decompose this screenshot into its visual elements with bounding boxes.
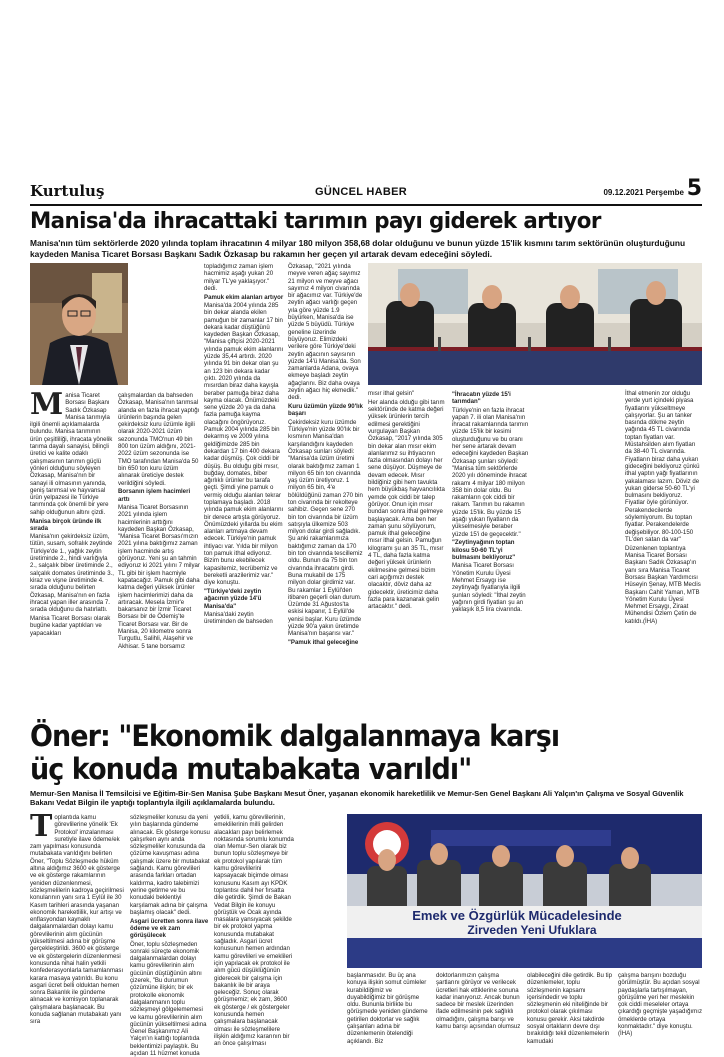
article2-headline-line1: Öner: "Ekonomik dalgalanmaya karşı [30, 719, 560, 753]
article2-col4-para1: başlanmasıdır. Bu üç ana konuya ilişkin somut cümleler kurabildiğimiz ve duyabildiğimiz bir görüşme oldu. Bununla birlikte bu görüşmede yeniden gündeme getirilen doktorlar ve sağlık çalışanları adına bir düzenlemenin ötelendiği açıklandı. Biz [347, 972, 428, 1045]
article1-subheading: "İhracatın yüzde 15'i tarımdan" [452, 391, 511, 406]
article2-col7-para1: çalışma barışını bozduğu görülmüştür. Bu açıdan sosyal paydaşlarla tartışılmayan, görüşülme yeri her meslekin çok ciddi meseleler ortaya çıkardığı geçmişte yaşadığımız örneklerde ortaya konmaktadır." diye konuştu. (İHA) [618, 972, 702, 1038]
article2-col3-para1: yetkili, kamu görevlilerinin, emeklilerinin milli gelirden alacakları payı belirlemek noktasında sorumlu konumda olan Memur-Sen olarak biz bunun toplu sözleşmeye bir ek protokol yapılarak tüm kamu görevlilerini kapsayacak biçimde olması konusunu Kasım ayı KPDK toplantısı dahil her fırsatta dile getirdik. Şimdi de Bakan Vedat Bilgin ile konuyu görüştük ve Ocak ayında masalara yansıyacak şekilde bir ek protokol yapma konusunda mutabakat sağladık. Asgari ücret konusunun hemen ardından kamu görevlileri ve emeklileri için yapılacak ek protokol ile alım gücü düşüklüğünün giderecek bir çalışma için bakanlık ile bir araya geleceğiz. Sonuç olarak görüşmemiz; ek zam, 3600 ek gösterge / ek göstergeler konusunda hemen çalışmalara başlanacak olması ile sözleşmelilere ilişkin aldığımız kararının bir an önce çalışılması [214, 814, 294, 1048]
article2-col5-para1: doktorlarımızın çalışma şartlarını görüyor ve verilecek ücretleri hak ettiklerine sonuna kadar inanıyoruz. Ancak bunun sadece bir meslek üzerinden ifade edilmesinin pek sağlıklı olmadığını, çalışma barışı ve kamu barışı açısından olumsuz [436, 972, 521, 1031]
article1-subheading: Pamuk ekim alanları artıyor [204, 293, 284, 301]
page-number: 5 [686, 176, 702, 201]
article2-col2-para1: sözleşmeliler konusu da yeni yılın başlarında gündeme alınacak. Ek gösterge konusu çalışırken aynı anda sözleşmeliler konusunda da çözüme kavuşması adına çalışmak üzere bir mutabakat sağlandı. Kamu görevlileri arasında farkları ortadan kaldırma, kadro talebimizi yerine getirme ve bu konudaki beklentiyi karşılamak adına bir çalışma başlamış olacak" dedi. [130, 814, 210, 916]
article1-column-5 [368, 390, 445, 717]
article1-col3-para3: Manisa'daki zeytin üretiminden de bahseden [204, 610, 273, 626]
issue-date: 09.12.2021 Perşembe [603, 188, 684, 197]
article2-column-5 [436, 972, 522, 1031]
article2-lead: Memur-Sen Manisa İl Temsilcisi ve Eğitim-Bir-Sen Manisa Şube Başkanı Mesut Öner, yaşanan ekonomik hareketlilik ve Memur-Sen Genel Başkanı Ali Yalçın'ın Çalışma ve Sosyal Güvenlik Bakanı Vedat Bilgin ile yaptığı toplantıyla ilgili açıklamalarda bulundu. [30, 789, 684, 808]
article1-col6-para1: Türkiye'nin en fazla ihracat yapan 7. ili olan Manisa'nın ihracat rakamlarında tarımın yüzde 15'lik bir kesimi oluşturduğunu ve bu oranı her sene artarak devam edeceğini kaydeden Başkan Özkasap şunları söyledi: "Manisa tüm sektörlerde 2020 yılı döneminde ihracat rakamı 4 milyar 180 milyon 358 bin dolar oldu. Bu rakamların çok ciddi bir rakam. Tarımın bu rakamın yüzde 15'lik. Bu yüzde 15 aşağı yukarı fiyatların da yükselmesiyle beraber yüzde 15'i de geçecektir." [452, 406, 529, 538]
article1-col7-para1: İthal etmenin zor olduğu yerde yurt içindeki piyasa fiyatlarını yükseltmeye çalışıyorlar. Şu an tanker basında dökme zeytin yağında 45 TL civarında toptan fiyatları var. Müstahsilden alım fiyatları da 38-40 TL civarında. Fiyatların biraz daha yukarı gideceğini bekliyoruz çünkü ithal yaptın yağı fiyatlarının yakalaması lazım. Döviz de yukarı giderse 50-60 TL'yi bulmasını bekliyoruz. Fiyatlar öyle görünüyor. Perakendecilerde söylemiyorum. Bu toptan fiyatlar. Perakendelerde değişebiliyor. 80-100-150 TL'den satan da var" [625, 390, 700, 543]
article2-headline [30, 720, 655, 786]
article2-headline-line2: üç konuda mutabakata varıldı" [30, 752, 472, 786]
article1-subheading: Manisa birçok üründe ilk sırada [30, 517, 102, 532]
article1-col6-para2: Manisa Ticaret Borsası Yönetim Kurulu Üyesi Mehmet Ersaygı ise zeytinyağı fiyatlarıyla ilgili şunları söyledi: "İthal zeytin yağının girdi fiyatları şu an yaklaşık 8,5 lira civarında. [452, 562, 526, 614]
article1-col5-para2: Her alanda olduğu gibi tarım sektöründe de katma değeri yüksek ürünlerin tercih edilmesi gerektiğini vurgulayan Başkan Özkasap, "2017 yılında 305 bin dekar alan mısır ekim alanlarımız su ihtiyacının fazla olmasından dolayı her sene düşüyor. Düşmeye de devam edecek. Mısır bildiğiniz gibi hem tavukta hem büyükbaş hayvancılıkta yemde çok ciddi bir talep görüyor. Onun için mısır bundan sonra ithal gelmeye başlayacak. Ama ben her zaman şunu söylüyorum, pamuk ithal geleceğine mısır ithal gelsin. Pamuğun kilogramı şu an 35 TL, mısır 4 TL, daha fazla katma değeri yüksek ürünlerin ekilmesine gelmesi bizim cari açığımızı destek olacaktır, döviz daha az gidecektir, üreticimiz daha fazla para kazanarak gelirı artacaktır." dedi. [368, 398, 445, 611]
article2-dropcap: T [30, 809, 53, 844]
article1-headline: Manisa'da ihracattaki tarımın payı giderek artıyor [30, 209, 601, 234]
article1-subheading: Borsanın işlem hacimleri arttı [118, 488, 191, 503]
article1-subheading: "Türkiye'deki zeytin ağacının yüzde 14'ü Manisa'da" [204, 588, 262, 610]
article1-col1-para3: Manisa Ticaret Borsası olarak bugüne kadar yaptıkları ve yapacakları [30, 614, 111, 637]
article2-column-1 [30, 809, 126, 1026]
article1-lead: Manisa'nın tüm sektörlerde 2020 yılında toplam ihracatının 4 milyar 180 milyon 358,68 dolar olduğunu ve bunun yüzde 15'lik kısmını tarım sektörünün oluşturduğunu kaydeden Manisa Ticaret Borsası Başkanı Sadık Özkasap bu rakamın her geçen yıl artarak devam edeceğini söyledi. [30, 238, 686, 259]
article1-column-1 [30, 387, 114, 717]
article2-meeting-photo [347, 814, 702, 968]
article2-column-2 [130, 814, 210, 1057]
article2-col1-para1: Toplantıda kamu görevlilerine yönelik 'Ek Protokol' imzalanması suretiyle ilave ödeme/ek zam yapılması konusunda mutabakata varıldığını belirten Öner, "Toplu Sözleşmede hüküm altına aldığımız 3600 ek gösterge ve ek gösterge rakamlarının yeniden düzenlenmesi, sözleşmelilerin kadroya geçirilmesi konularının yanı sıra 1 Eylül ile 30 Kasım tarihleri arasında yaşanan ekonomik hareketlilik, kur artışı ve enflasyondan kaynaklı dalgalanmalardan dolayı kamu görevlilerinin alım gücünün yükseltilmesi adına bir görüşme gerçekleştirildi. 3600 ek gösterge ve ek göstergelerin düzenlenmesi konusunda nihai halin yetkili konfederasyonlarla tamamlanması karara masaya yatırıldı. Bu konu asgari ücret belli olduktan hemen sonra Bakanlık ile gündeme alınacak ve komisyon toplanarak çalışmalara başlanacak. Bu konuda sağlanan mutabakatı yanı sıra [30, 809, 124, 1026]
article1-column-2 [118, 392, 200, 717]
article1-subheading: "Zeytinyağının toptan kilosu 50-60 TL'yi bulmasını bekliyoruz" [452, 539, 516, 562]
blank-top-area [0, 0, 724, 180]
article2-column-7 [618, 972, 702, 1038]
page-header [30, 176, 702, 206]
article2-col6-para1: olabileceğini dile getirdik. Bu tip düzenlemeler, toplu sözleşmenin kapsamı içerisindedir ve toplu sözleşmenin eki niteliğinde bir protokol olarak çıkılması konusu gerekir. Aksi takdirde sosyal ortakların devre dışı bırakıldığı tekil düzenlemelerin kamudaki [527, 972, 613, 1045]
article1-portrait-photo [30, 263, 128, 385]
banner-line2: Zirveden Yeni Ufuklara [467, 923, 597, 937]
article2-column-4 [347, 972, 431, 1045]
article1-column-3 [204, 263, 284, 717]
article1-col4-para2: Çekirdeksiz kuru üzümde Türkiye'nin yüzde 90'lık bir kısmının Manisa'dan karşılandığını kaydeden Özkasap sunları söyledi: "Manisa'da üzüm üretimi olarak baktığımız zaman 1 milyon 65 bin ton civarında yaş üzüm üretiyoruz. 1 milyon 65 bin, 4'e bölüldüğünü zaman 270 bin ton civarında bir rekolteye sahibiz. Geçen sene 270 bin ton civarında bir üzüm satışıyla ülkemize 503 milyon dolar girdi sağladık. Şu anki rakamlarımıza baktığımız zaman da 170 bin ton civarında tescillemiz oldu. Bunun da 75 bin ton civarında ihracatını girdi. Buna mukabil de 175 milyon dolar girdimiz var. Bu rakamlar 1 Eylül'den itibaren geçerli olan durum. Üzümde 31 Ağustos'ta eskisi kapanır, 1 Eylül'de yenisi başlar. Kuru üzümde yüzde 90'a yakın üretimde Manisa'nın başarısı var." [288, 418, 363, 638]
article1-col3-para2: Manisa'da 2004 yılında 285 bin dekar alanda ekilen pamuğun bir zamanlar 17 bin dekara kadar düştüğünü kaydeden Başkan Özkasap, "Manisa çiftçisi 2020-2021 yılında pamuk ekim alanlarını yüzde 35,44 artırdı. 2020 yılında 91 bin dekar olan şu an 123 bin dekara kadar çıktı. 2020 yılında da mısırdan biraz daha kayışla beraber pamuğa biraz daha kayma olacak. Önümüzdeki sene yüzde 20 ya da daha fazla pamuğa kayma olacağını öngörüyoruz. Pamuk 2004 yılında 285 bin dekarmış ve 2009 yılına geldiğimizde 285 bin dekardan 17 bin 400 dekara kadar düşmüş. Çok ciddi bir düşüş. Bu olduğu gibi mısır, buğday, domates, biber ağırlıklı ürünler bu tarafa geçti. Şimdi yine pamuk o vermiş olduğu alanları tekrar toplamaya başladı. 2018 yılında pamuk ekim alanlarını bir derece artışta görüyoruz. Önümüzdeki yıllarda bu ekim alanları artmaya devam edecek. Türkiye'nin pamuk ihtiyacı var. Yılda bir milyon ton pamuk ithal ediyoruz. Bizim bunu ekebilecek kapasitemiz, tecrübemiz ve bereketli arazilerimiz var." diye konuştu. [204, 301, 284, 587]
article2-column-6 [527, 972, 613, 1045]
banner-line1: Emek ve Özgürlük Mücadelesinde [412, 908, 622, 923]
article1-col1-para1: Manisa Ticaret Borsası Başkanı Sadık Özkasap Manisa tarımıyla ilgili önemli açıklamalarda bulundu. Manisa tarımının ürün çeşitliliği, ihracata yönelik tarıma dayalı sanayisi, bilinçli üretici ve kalite odaklı çalışmasının tarımın güçlü yönleri olduğunu söyleyen Özkasap, Manisa'nın bir sanayi ili olmasının yanında, geniş tarımsal ve hayvansal ürün yelpazesi ile Türkiye tarımında çok önemli bir yere sahip olduğunun altını çizdi. [30, 387, 113, 516]
article1-meeting-photo [368, 263, 702, 385]
section-name: GÜNCEL HABER [315, 186, 408, 198]
article1-col1-para2: Manisa'nın çekirdeksiz üzüm, tütün, susam, sofralık zeytinde Türkiye'de 1., yağlık zeytin üretiminde 2., hindi varlığıyla 2., salçalık biber üretiminde 2., salçalık domates üretiminde 3., kiraz ve vişne üretiminde 4. sırada olduğunu belirten Özkasap, Manisa'nın en fazla ihracat yapan iller arasında 7. sırada olduğunu da hatırlattı. [30, 533, 114, 614]
article1-col4-para1: Özkasap, "2021 yılında meyve veren ağaç sayımız 21 milyon ve meyve ağacı sayımız 4 milyon civarında bir ağacımız var. Türkiye'de zeytin ağacı varlığı geçen yıla göre yüzde 1.9 büyürken, Manisa'da ise yüzde 5 büyüdü. Türkiye geneline üzerinde büyüyoruz. Elimizdeki verilere göre Türkiye'deki zeytin ağacının sayısının yüzde 14'ü Manisa'da. Son zamanlarda Adana, ovaya ekmeye başladı zeytin ağaçlarını. Biz daha ovaya zeytin ağacı hiç ekmedik." dedi. [288, 263, 363, 402]
article1-subheading: "Pamuk ithal geleceğine [288, 639, 359, 647]
article1-col3-para1: topladığımız zaman işlem hacmimiz aşağı yukarı 20 milyar TL'ye yaklaşıyor." dedi. [204, 263, 274, 292]
article1-subheading: Kuru üzümün yüzde 90'lık başarı [288, 403, 363, 418]
article1-column-6 [452, 390, 530, 717]
article2-subheading: Asgari ücretten sonra ilave ödeme ve ek zam görüşülecek [130, 917, 209, 940]
article1-col2-para2: Manisa Ticaret Borsasının 2021 yılında işlem hacimlerinin arttığını kaydeden Başkan Özkasap, "Manisa Ticaret Borsası'mızın 2021 yılına baktığımız zaman işlem hacminde artış görüyoruz. Yeni şu an tahmin ediyoruz ki 2021 yılını 7 milyar TL gibi bir işlem hacmiyle kapatacağız. Pamuk gibi daha katma değeri yüksek ürünler işlem hacimlerimizi daha da artıracak. Mesela İzmir'e bakarsanız bir İzmir Ticaret Borsası bir de Ödemiş'te Ticaret Borsası var. Bir de Manisa, 20 kilometre sonra Turgutlu, Salihli, Alaşehir ve Akhisar. 5 tane borsamız [118, 503, 200, 650]
article1-col5-para1: mısır ithal gelsin" [368, 390, 415, 397]
article1-col7-para2: Düzenlenen toplantıya Manisa Ticaret Borsası Başkanı Sadık Özkasap'ın yanı sıra Manisa Ticaret Borsası Başkan Yardımcısı Hüseyin Şenay, MTB Meclis Başkanı Cahit Yaman, MTB Yönetim Kurulu Üyesi Mehmet Ersaygı, Ziraat Mühendisi Özlem Çetin de katıldı.(İHA) [625, 544, 701, 625]
article1-dropcap: M [30, 387, 64, 422]
article1-col2-para1: çalışmalardan da bahseden Özkasap, Manisa'nın tarımsal alanda en fazla ihracat yaptığı ürünlerin başında gelen çekirdeksiz kuru üzümle ilgili olarak 2020-2021 üzüm sezonunda TMO'nun 49 bin 800 ton üzüm aldığını, 2021-2022 üzüm sezonunda ise TMO tarafından Manisa'da 50 bin 650 ton kuru üzüm alınarak üreticiye destek verildiğini söyledi. [118, 392, 200, 487]
article1-column-4 [288, 263, 364, 717]
header-rule [30, 204, 702, 206]
article2-column-3 [214, 814, 294, 1048]
article2-col2-para3: Öner, toplu sözleşmeden sonraki süreçte ekonomik dalgalanmalardan dolayı kamu görevlilerinin alım gücünün düştüğünün altını çizerek, "Bu durumun çözümüne ilişkin; bir ek protokolle ekonomik dalgalanmanın toplu sözleşmeyi gölgelememesi ve kamu görevlilerinin alım gücünün yükseltilmesi adına Genel Başkanımız Ali Yalçın'ın kattığı toplantıda beklentimizi paylaştık. Bu açıdan 11 hüzmet konuda [130, 940, 207, 1057]
masthead-logo: Kurtuluş [30, 182, 105, 200]
article1-column-7 [625, 390, 702, 717]
